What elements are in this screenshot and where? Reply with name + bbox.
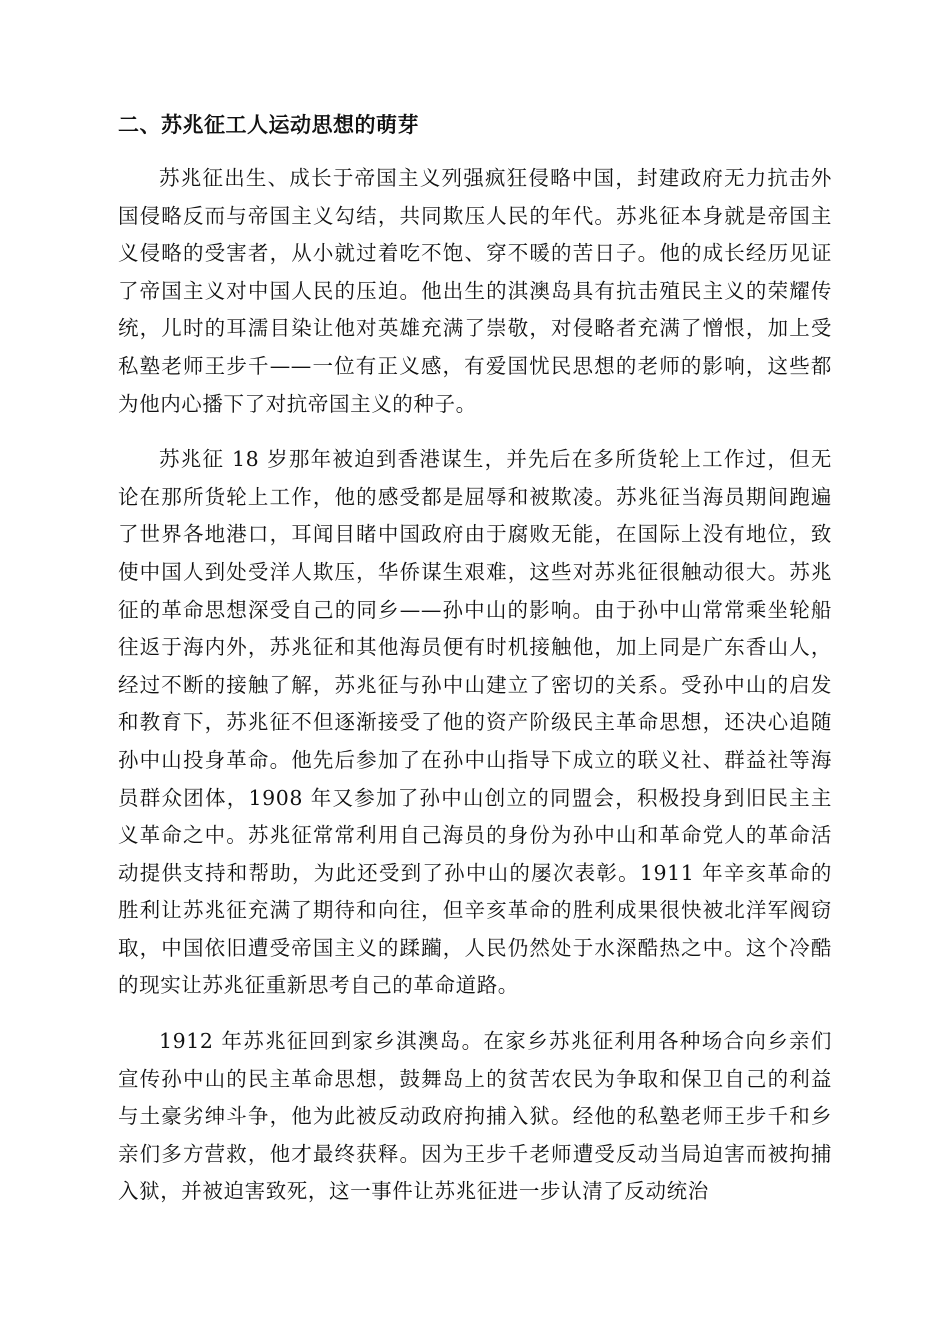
document-page <box>118 110 832 1229</box>
paragraph-3: 1912 年苏兆征回到家乡淇澳岛。在家乡苏兆征利用各种场合向乡亲们宣传孙中山的民主革命思想，鼓舞岛上的贫苦农民为争取和保卫自己的利益与土豪劣绅斗争，他为此被反动政府拘捕入狱。经他的私塾老师王步千和乡亲们多方营救，他才最终获释。因为王步千老师遭受反动当局迫害而被拘捕入狱，并被迫害致死，这一事件让苏兆征进一步认清了反动统治 <box>118 1029 832 1204</box>
paragraph-1: 苏兆征出生、成长于帝国主义列强疯狂侵略中国，封建政府无力抗击外国侵略反而与帝国主义勾结，共同欺压人民的年代。苏兆征本身就是帝国主义侵略的受害者，从小就过着吃不饱、穿不暖的苦日子。他的成长经历见证了帝国主义对中国人民的压迫。他出生的淇澳岛具有抗击殖民主义的荣耀传统，儿时的耳濡目染让他对英雄充满了崇敬，对侵略者充满了憎恨，加上受私塾老师王步千——一位有正义感，有爱国忧民思想的老师的影响，这些都为他内心播下了对抗帝国主义的种子。 <box>118 166 832 416</box>
paragraph-2: 苏兆征 18 岁那年被迫到香港谋生，并先后在多所货轮上工作过，但无论在那所货轮上工作，他的感受都是屈辱和被欺凌。苏兆征当海员期间跑遍了世界各地港口，耳闻目睹中国政府由于腐败无能，在国际上没有地位，致使中国人到处受洋人欺压，华侨谋生艰难，这些对苏兆征很触动很大。苏兆征的革命思想深受自己的同乡——孙中山的影响。由于孙中山常常乘坐轮船往返于海内外，苏兆征和其他海员便有时机接触他，加上同是广东香山人，经过不断的接触了解，苏兆征与孙中山建立了密切的关系。受孙中山的启发和教育下，苏兆征不但逐渐接受了他的资产阶级民主革命思想，还决心追随孙中山投身革命。他先后参加了在孙中山指导下成立的联义社、群益社等海员群众团体，1908 年又参加了孙中山创立的同盟会，积极投身到旧民主主义革命之中。苏兆征常常利用自己海员的身份为孙中山和革命党人的革命活动提供支持和帮助，为此还受到了孙中山的屡次表彰。1911 年辛亥革命的胜利让苏兆征充满了期待和向往，但辛亥革命的胜利成果很快被北洋军阀窃取，中国依旧遭受帝国主义的蹂躏，人民仍然处于水深酷热之中。这个冷酷的现实让苏兆征重新思考自己的革命道路。 <box>118 447 832 998</box>
section-heading: 二、苏兆征工人运动思想的萌芽 <box>118 113 419 137</box>
